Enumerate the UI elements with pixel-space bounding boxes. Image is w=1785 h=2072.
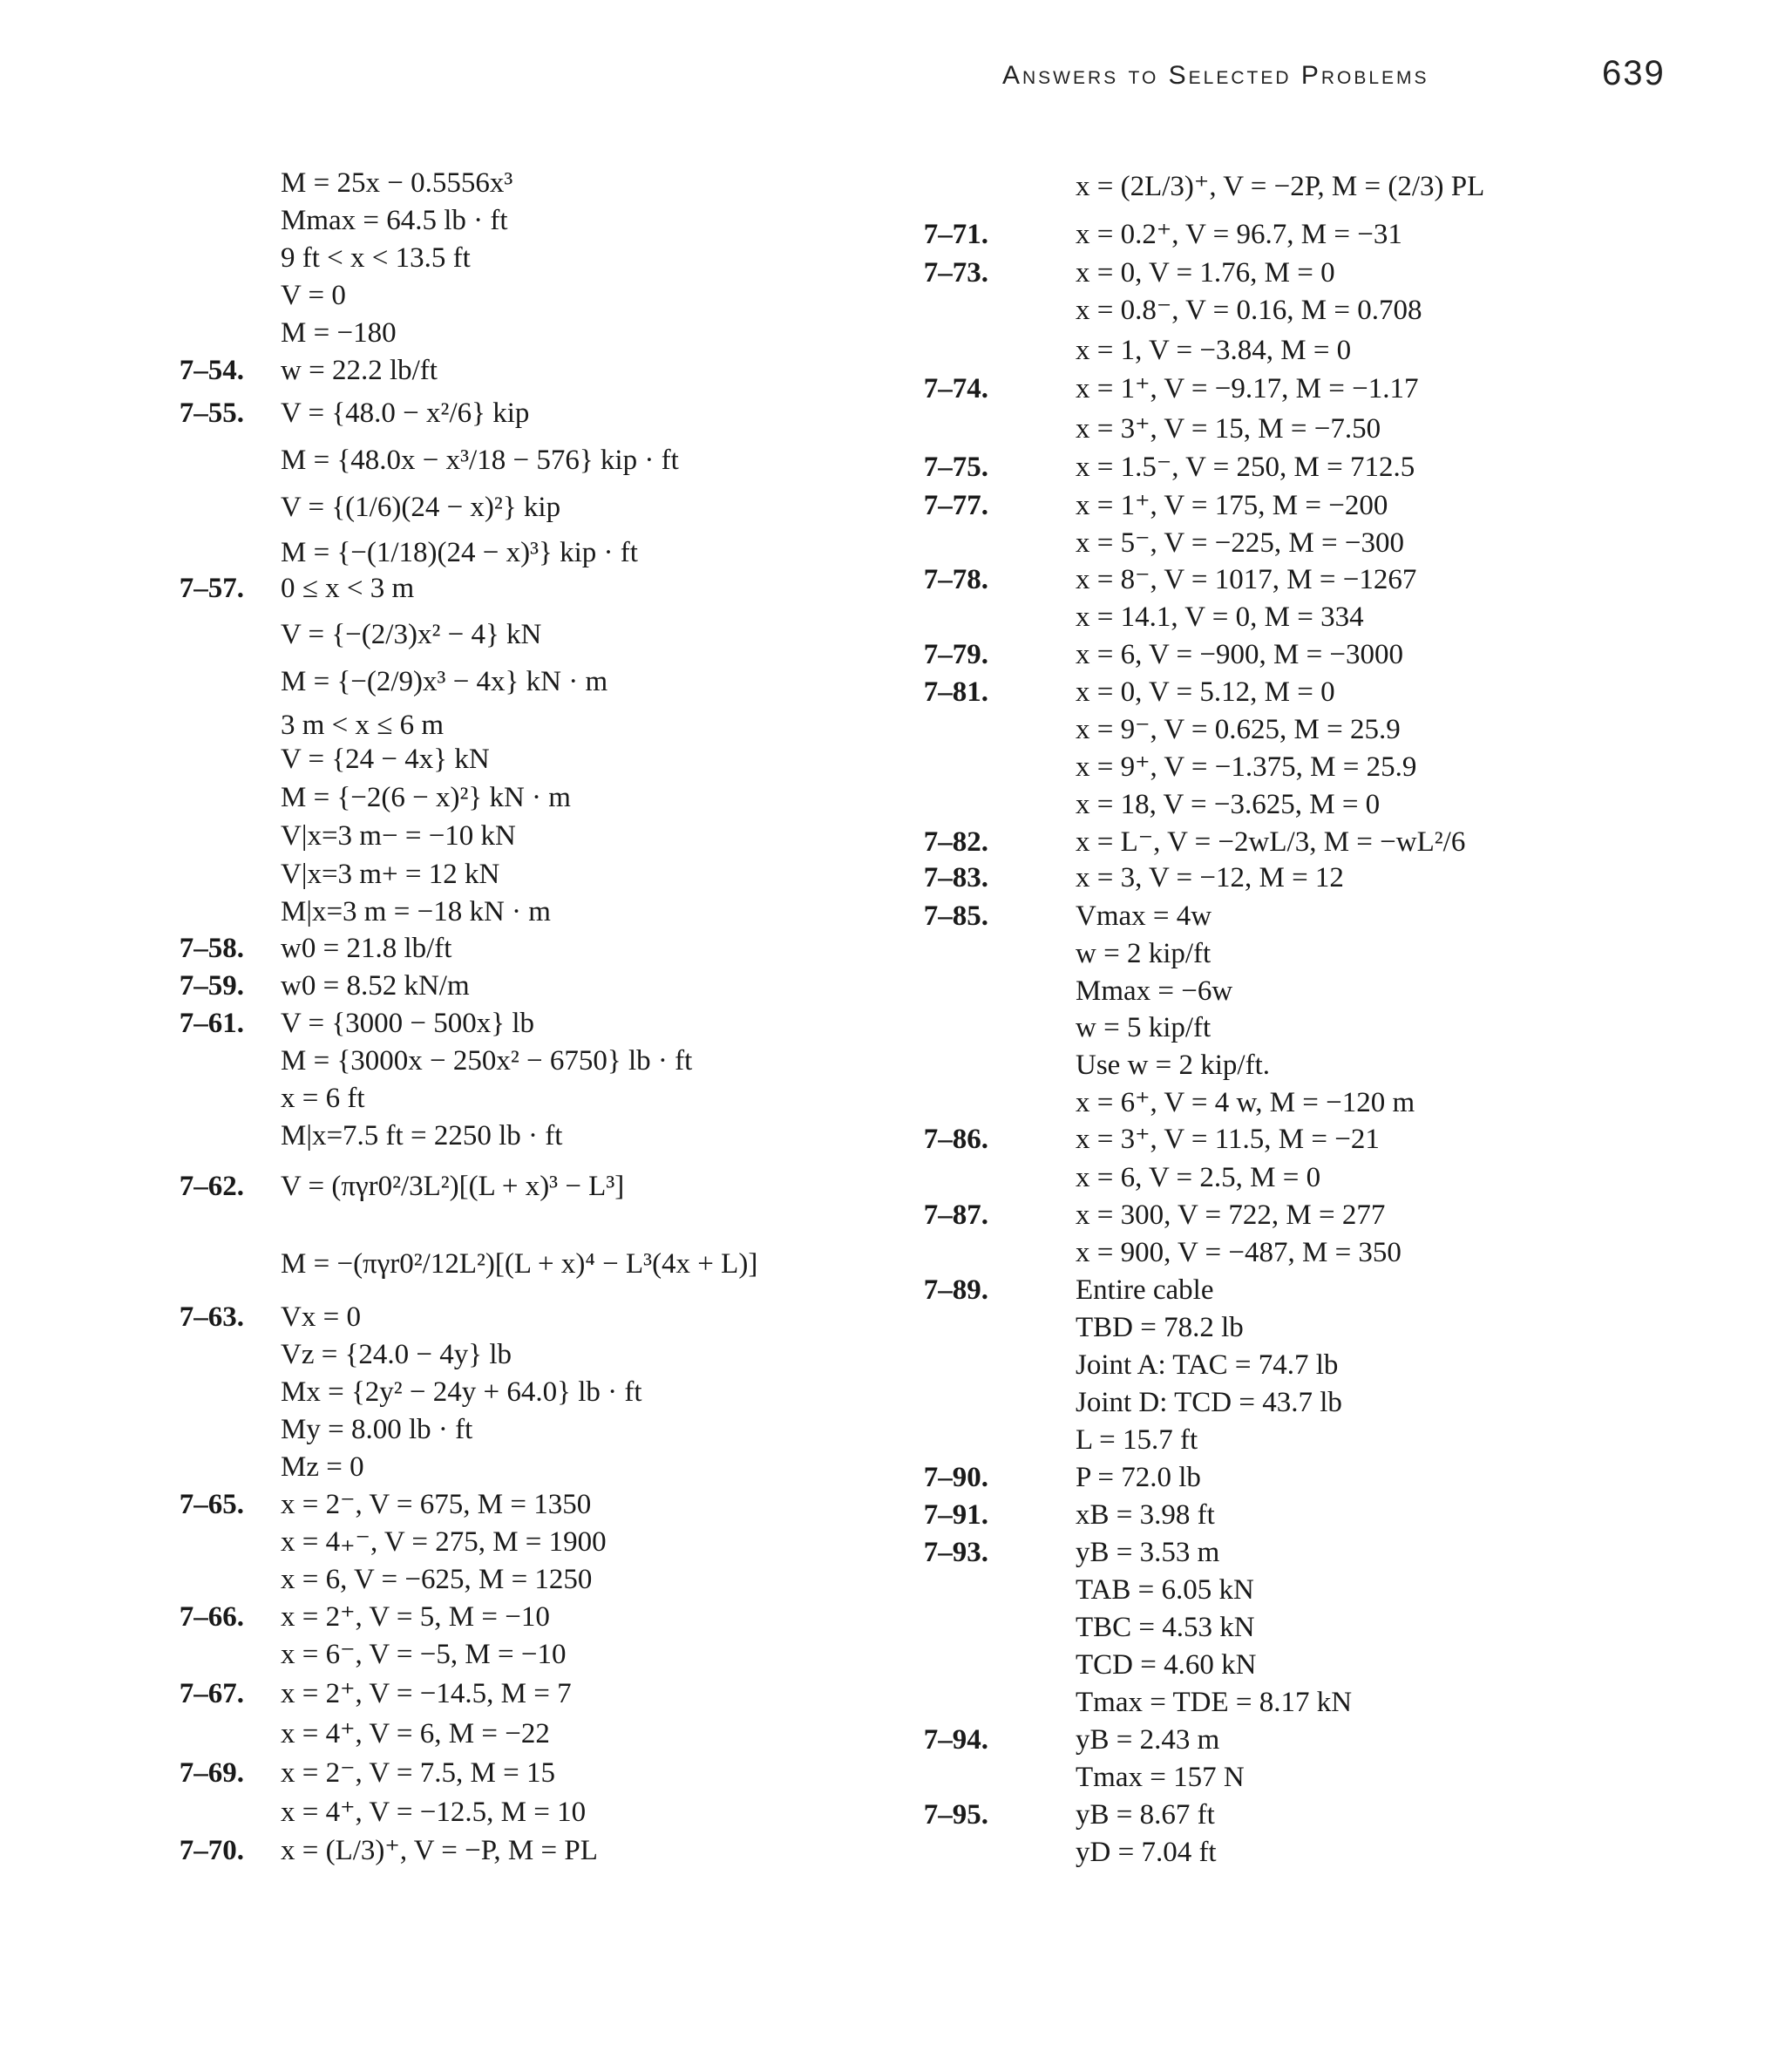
answer-text: Entire cable xyxy=(1076,1274,1214,1306)
problem-number: 7–67. xyxy=(179,1678,244,1709)
answer-text: M = −180 xyxy=(281,317,397,349)
problem-number: 7–63. xyxy=(179,1301,244,1333)
problem-number: 7–86. xyxy=(923,1124,988,1155)
answer-text: 9 ft < x < 13.5 ft xyxy=(281,242,471,274)
answer-row xyxy=(892,331,1764,370)
answer-row xyxy=(892,1646,1764,1684)
answer-row xyxy=(892,215,1764,254)
answer-text: M = {−2(6 − x)²} kN · m xyxy=(281,782,571,813)
answer-text: Vmax = 4w xyxy=(1076,900,1212,932)
answer-row xyxy=(892,897,1764,935)
answer-row xyxy=(892,1758,1764,1797)
answer-text: x = 4₊⁻, V = 275, M = 1900 xyxy=(281,1526,607,1558)
answer-row xyxy=(0,1004,872,1043)
answer-text: yD = 7.04 ft xyxy=(1076,1837,1217,1868)
answer-row xyxy=(0,1675,872,1713)
answer-text: Mx = {2y² − 24y + 64.0} lb · ft xyxy=(281,1376,642,1408)
answer-row xyxy=(0,778,872,817)
answer-row xyxy=(892,1796,1764,1834)
answer-text: Vz = {24.0 − 4y} lb xyxy=(281,1339,512,1370)
answer-row xyxy=(0,740,872,778)
answer-row xyxy=(892,370,1764,408)
answer-text: V = {48.0 − x²/6} kip xyxy=(281,397,530,429)
answer-text: Mmax = −6w xyxy=(1076,975,1233,1007)
answer-text: TCD = 4.60 kN xyxy=(1076,1649,1257,1681)
problem-number: 7–93. xyxy=(923,1537,988,1568)
problem-number: 7–95. xyxy=(923,1799,988,1831)
problem-number: 7–58. xyxy=(179,933,244,964)
answer-text: w0 = 21.8 lb/ft xyxy=(281,933,452,964)
answer-text: x = 3⁺, V = 15, M = −7.50 xyxy=(1076,413,1381,445)
answer-text: x = 5⁻, V = −225, M = −300 xyxy=(1076,527,1404,559)
answer-text: M = {−(2/9)x³ − 4x} kN · m xyxy=(281,666,608,697)
answer-row xyxy=(892,673,1764,711)
answer-text: x = 6, V = −625, M = 1250 xyxy=(281,1564,593,1595)
answer-row xyxy=(892,254,1764,292)
answer-row xyxy=(0,533,872,572)
problem-number: 7–54. xyxy=(179,355,244,386)
answer-text: 0 ≤ x < 3 m xyxy=(281,573,415,604)
answer-text: x = 6 ft xyxy=(281,1083,365,1114)
problem-number: 7–94. xyxy=(923,1724,988,1756)
answer-text: x = 6, V = 2.5, M = 0 xyxy=(1076,1162,1321,1193)
answer-text: x = 1, V = −3.84, M = 0 xyxy=(1076,335,1352,366)
answer-text: xB = 3.98 ft xyxy=(1076,1499,1215,1531)
answer-row xyxy=(0,929,872,968)
answer-row xyxy=(892,1120,1764,1158)
answer-text: M|x=7.5 ft = 2250 lb · ft xyxy=(281,1120,563,1151)
answer-text: x = 2⁻, V = 675, M = 1350 xyxy=(281,1489,592,1520)
answer-row xyxy=(892,1084,1764,1122)
answer-text: M = {−(1/18)(24 − x)³} kip · ft xyxy=(281,537,638,568)
answer-row xyxy=(892,972,1764,1010)
answer-row xyxy=(0,1335,872,1374)
answer-text: x = 6, V = −900, M = −3000 xyxy=(1076,639,1404,670)
answer-row xyxy=(0,1754,872,1792)
answer-row xyxy=(0,1831,872,1870)
answer-text: L = 15.7 ft xyxy=(1076,1424,1198,1456)
answer-row xyxy=(892,1496,1764,1534)
answer-row xyxy=(892,1533,1764,1572)
problem-number: 7–82. xyxy=(923,826,988,858)
answer-text: x = 6⁻, V = −5, M = −10 xyxy=(281,1639,567,1670)
answer-row xyxy=(0,1079,872,1118)
problem-number: 7–90. xyxy=(923,1462,988,1493)
answer-row xyxy=(0,893,872,931)
answer-text: Mmax = 64.5 lb · ft xyxy=(281,205,508,236)
answer-text: Vx = 0 xyxy=(281,1301,361,1333)
answer-row xyxy=(892,748,1764,786)
answer-text: Mz = 0 xyxy=(281,1451,364,1483)
problem-number: 7–74. xyxy=(923,373,988,404)
answer-row xyxy=(892,1196,1764,1234)
answer-text: Joint A: TAC = 74.7 lb xyxy=(1076,1349,1339,1381)
answer-row xyxy=(0,1560,872,1599)
answer-row xyxy=(0,1373,872,1411)
answer-text: x = 18, V = −3.625, M = 0 xyxy=(1076,789,1381,820)
answer-text: TBC = 4.53 kN xyxy=(1076,1612,1255,1643)
answer-text: 3 m < x ≤ 6 m xyxy=(281,710,445,741)
answer-text: x = 0.8⁻, V = 0.16, M = 0.708 xyxy=(1076,295,1422,326)
answer-row xyxy=(892,1458,1764,1497)
problem-number: 7–83. xyxy=(923,862,988,893)
answer-row xyxy=(892,785,1764,824)
answer-text: V|x=3 m+ = 12 kN xyxy=(281,859,500,890)
answer-text: x = (2L/3)⁺, V = −2P, M = (2/3) PL xyxy=(1076,171,1485,202)
answer-row xyxy=(892,1158,1764,1197)
problem-number: 7–78. xyxy=(923,564,988,595)
problem-number: 7–85. xyxy=(923,900,988,932)
answer-row xyxy=(0,1485,872,1524)
answer-text: w = 2 kip/ft xyxy=(1076,938,1211,969)
answer-row xyxy=(0,441,872,479)
answer-row xyxy=(892,291,1764,329)
answer-text: w = 22.2 lb/ft xyxy=(281,355,438,386)
answer-text: w0 = 8.52 kN/m xyxy=(281,970,470,1002)
answer-text: Tmax = TDE = 8.17 kN xyxy=(1076,1687,1353,1718)
answer-row xyxy=(0,569,872,608)
answer-text: M = 25x − 0.5556x³ xyxy=(281,167,513,199)
problem-number: 7–91. xyxy=(923,1499,988,1531)
answer-row xyxy=(892,1346,1764,1384)
answer-row xyxy=(892,635,1764,674)
answer-row xyxy=(0,1245,872,1283)
answer-row xyxy=(892,1571,1764,1609)
answer-row xyxy=(0,164,872,202)
answer-text: Use w = 2 kip/ft. xyxy=(1076,1050,1271,1081)
answer-text: My = 8.00 lb · ft xyxy=(281,1414,473,1445)
answer-text: V = {−(2/3)x² − 4} kN xyxy=(281,619,542,650)
answer-text: V = (πγr0²/3L²)[(L + x)³ − L³] xyxy=(281,1171,625,1202)
answer-row xyxy=(892,1046,1764,1084)
answer-text: x = 300, V = 722, M = 277 xyxy=(1076,1199,1386,1231)
problem-number: 7–57. xyxy=(179,573,244,604)
answer-text: yB = 8.67 ft xyxy=(1076,1799,1215,1831)
answer-text: x = 2⁺, V = −14.5, M = 7 xyxy=(281,1678,572,1709)
answer-row xyxy=(0,1167,872,1206)
answer-row xyxy=(0,1598,872,1636)
answer-row xyxy=(0,615,872,654)
answer-row xyxy=(892,1683,1764,1722)
answer-row xyxy=(0,855,872,893)
answer-text: yB = 3.53 m xyxy=(1076,1537,1220,1568)
answer-text: x = 6⁺, V = 4 w, M = −120 m xyxy=(1076,1087,1415,1118)
running-head: Answers to Selected Problems xyxy=(1002,61,1429,90)
answer-text: M = −(πγr0²/12L²)[(L + x)⁴ − L³(4x + L)] xyxy=(281,1248,758,1280)
problem-number: 7–73. xyxy=(923,257,988,289)
answer-row xyxy=(892,1608,1764,1647)
answer-text: x = 900, V = −487, M = 350 xyxy=(1076,1237,1402,1268)
answer-row xyxy=(0,662,872,701)
answer-row xyxy=(0,1042,872,1080)
answer-row xyxy=(0,1298,872,1336)
answer-row xyxy=(0,1448,872,1486)
problem-number: 7–61. xyxy=(179,1008,244,1039)
answer-row xyxy=(892,823,1764,861)
problem-number: 7–62. xyxy=(179,1171,244,1202)
answer-row xyxy=(892,1833,1764,1872)
answer-text: M = {3000x − 250x² − 6750} lb · ft xyxy=(281,1045,693,1077)
answer-row xyxy=(0,394,872,432)
answer-text: x = 8⁻, V = 1017, M = −1267 xyxy=(1076,564,1417,595)
answer-row xyxy=(0,1410,872,1449)
answer-row xyxy=(0,1117,872,1155)
answer-text: x = 14.1, V = 0, M = 334 xyxy=(1076,601,1364,633)
answer-row xyxy=(892,448,1764,486)
answer-row xyxy=(892,934,1764,973)
problem-number: 7–65. xyxy=(179,1489,244,1520)
answer-text: x = 9⁺, V = −1.375, M = 25.9 xyxy=(1076,751,1417,783)
answer-row xyxy=(892,167,1764,206)
answer-row xyxy=(892,560,1764,599)
answer-text: x = 0.2⁺, V = 96.7, M = −31 xyxy=(1076,219,1402,250)
answer-row xyxy=(892,524,1764,562)
answer-row xyxy=(892,1383,1764,1422)
answer-row xyxy=(0,706,872,744)
answer-text: Joint D: TCD = 43.7 lb xyxy=(1076,1387,1342,1418)
answer-text: V|x=3 m− = −10 kN xyxy=(281,820,516,852)
answer-text: x = 1.5⁻, V = 250, M = 712.5 xyxy=(1076,452,1415,483)
problem-number: 7–55. xyxy=(179,397,244,429)
page-number: 639 xyxy=(1602,54,1666,92)
problem-number: 7–77. xyxy=(923,490,988,521)
answer-text: V = {3000 − 500x} lb xyxy=(281,1008,535,1039)
answer-row xyxy=(0,314,872,352)
answer-text: x = 9⁻, V = 0.625, M = 25.9 xyxy=(1076,714,1401,745)
answer-row xyxy=(892,1009,1764,1047)
answer-text: x = (L/3)⁺, V = −P, M = PL xyxy=(281,1835,598,1866)
answer-text: x = 2⁺, V = 5, M = −10 xyxy=(281,1601,550,1633)
answer-row xyxy=(892,1308,1764,1347)
answer-row xyxy=(892,710,1764,749)
answer-row xyxy=(892,1271,1764,1309)
answer-row xyxy=(892,598,1764,636)
answer-text: M|x=3 m = −18 kN · m xyxy=(281,896,551,927)
problem-number: 7–81. xyxy=(923,676,988,708)
answer-text: x = 0, V = 5.12, M = 0 xyxy=(1076,676,1335,708)
answer-row xyxy=(0,1793,872,1831)
problem-number: 7–89. xyxy=(923,1274,988,1306)
problem-number: 7–66. xyxy=(179,1601,244,1633)
answer-row xyxy=(892,859,1764,897)
answer-row xyxy=(892,486,1764,525)
answer-text: TBD = 78.2 lb xyxy=(1076,1312,1244,1343)
answer-text: x = 4⁺, V = 6, M = −22 xyxy=(281,1718,550,1749)
answer-text: w = 5 kip/ft xyxy=(1076,1012,1211,1043)
problem-number: 7–79. xyxy=(923,639,988,670)
answer-text: M = {48.0x − x³/18 − 576} kip · ft xyxy=(281,445,679,476)
answer-row xyxy=(0,1523,872,1561)
answer-text: V = {24 − 4x} kN xyxy=(281,744,490,775)
answer-text: V = 0 xyxy=(281,280,346,311)
problem-number: 7–69. xyxy=(179,1757,244,1789)
answer-row xyxy=(0,967,872,1005)
answer-row xyxy=(0,276,872,315)
answer-row xyxy=(892,1233,1764,1272)
answer-row xyxy=(0,1635,872,1674)
answer-text: x = 1⁺, V = −9.17, M = −1.17 xyxy=(1076,373,1419,404)
page-header xyxy=(0,54,1785,105)
problem-number: 7–59. xyxy=(179,970,244,1002)
answer-text: V = {(1/6)(24 − x)²} kip xyxy=(281,492,561,523)
problem-number: 7–87. xyxy=(923,1199,988,1231)
answer-row xyxy=(0,817,872,855)
answer-text: Tmax = 157 N xyxy=(1076,1762,1245,1793)
answer-row xyxy=(892,1721,1764,1759)
answer-text: x = 3⁺, V = 11.5, M = −21 xyxy=(1076,1124,1380,1155)
problem-number: 7–75. xyxy=(923,452,988,483)
answer-text: x = 1⁺, V = 175, M = −200 xyxy=(1076,490,1388,521)
answer-row xyxy=(0,1715,872,1753)
problem-number: 7–71. xyxy=(923,219,988,250)
problem-number: 7–70. xyxy=(179,1835,244,1866)
answer-text: x = L⁻, V = −2wL/3, M = −wL²/6 xyxy=(1076,826,1466,858)
answer-text: x = 3, V = −12, M = 12 xyxy=(1076,862,1344,893)
answer-row xyxy=(0,201,872,240)
answer-text: x = 0, V = 1.76, M = 0 xyxy=(1076,257,1335,289)
answer-text: yB = 2.43 m xyxy=(1076,1724,1220,1756)
answer-row xyxy=(0,488,872,526)
answer-text: x = 2⁻, V = 7.5, M = 15 xyxy=(281,1757,555,1789)
answer-row xyxy=(892,410,1764,448)
answer-row xyxy=(892,1421,1764,1459)
answer-row xyxy=(0,351,872,390)
answer-text: x = 4⁺, V = −12.5, M = 10 xyxy=(281,1797,587,1828)
answer-row xyxy=(0,239,872,277)
answer-text: TAB = 6.05 kN xyxy=(1076,1574,1254,1606)
answer-text: P = 72.0 lb xyxy=(1076,1462,1201,1493)
